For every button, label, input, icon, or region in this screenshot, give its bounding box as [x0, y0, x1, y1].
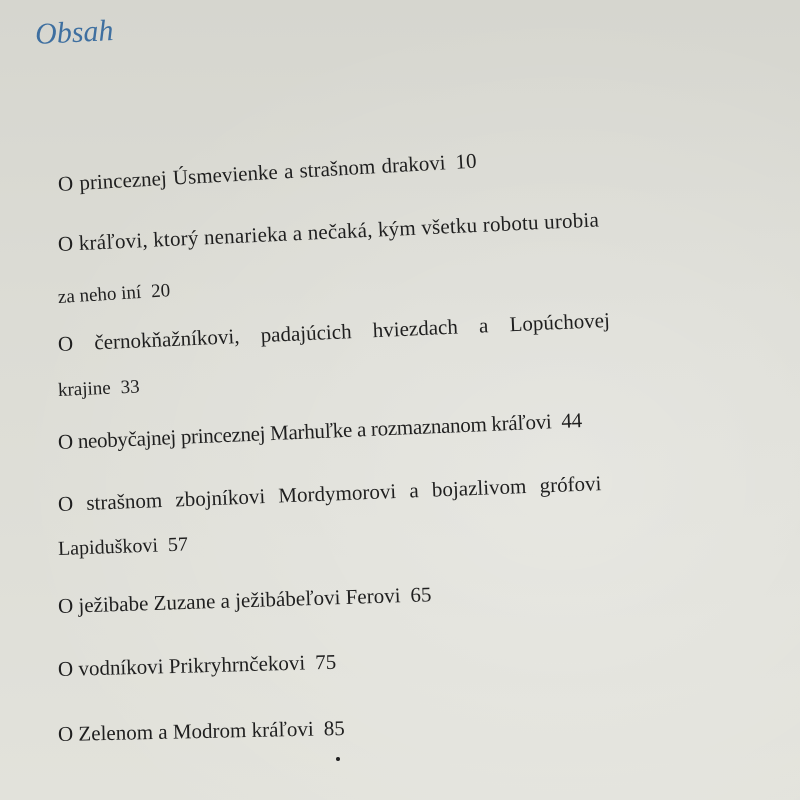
- entry-title: O neobyčajnej princeznej Marhuľke a rozmaznanom kráľovi: [57, 409, 552, 454]
- entry-page-number: 57: [167, 533, 189, 557]
- toc-heading: Obsah: [34, 13, 115, 52]
- entry-title: O strašnom zbojníkovi Mordymorovi a bojazlivom grófovi: [57, 471, 602, 516]
- ink-speck: [336, 757, 340, 761]
- entry-title-continuation: za neho iní: [57, 281, 142, 308]
- toc-entry-5: [58, 471, 602, 517]
- entry-page-number: 33: [120, 376, 141, 399]
- entry-title-continuation: krajine: [57, 377, 112, 401]
- toc-entry-7: [58, 650, 337, 682]
- entry-title: O vodníkovi Prikryhrnčekovi: [57, 650, 306, 681]
- toc-entry-5-continuation: [58, 532, 189, 561]
- toc-entry-6: [58, 582, 432, 619]
- toc-entry-1: [57, 149, 477, 198]
- entry-title: O Zelenom a Modrom kráľovi: [57, 716, 314, 746]
- toc-entry-2-continuation: [57, 280, 171, 310]
- entry-title: O princeznej Úsmevienke a strašnom drakovi: [57, 150, 447, 196]
- entry-title: O černokňažníkovi, padajúcich hviezdach a Lopúchovej: [57, 307, 611, 356]
- toc-entry-4: [57, 408, 582, 455]
- entry-page-number: 85: [323, 715, 345, 741]
- entry-page-number: 10: [454, 148, 478, 174]
- toc-entry-8: [58, 716, 345, 747]
- entry-title: O kráľovi, ktorý nenarieka a nečaká, kým všetku robotu urobia: [57, 207, 600, 256]
- entry-page-number: 65: [410, 582, 432, 607]
- entry-page-number: 20: [150, 280, 171, 303]
- toc-entry-2: [57, 207, 599, 257]
- toc-entry-3: [57, 308, 610, 357]
- toc-entry-3-continuation: [58, 376, 141, 402]
- entry-title: O ježibabe Zuzane a ježibábeľovi Ferovi: [57, 583, 401, 618]
- entry-page-number: 75: [314, 649, 337, 675]
- entry-title-continuation: Lapiduškovi: [57, 534, 159, 560]
- entry-page-number: 44: [560, 408, 583, 433]
